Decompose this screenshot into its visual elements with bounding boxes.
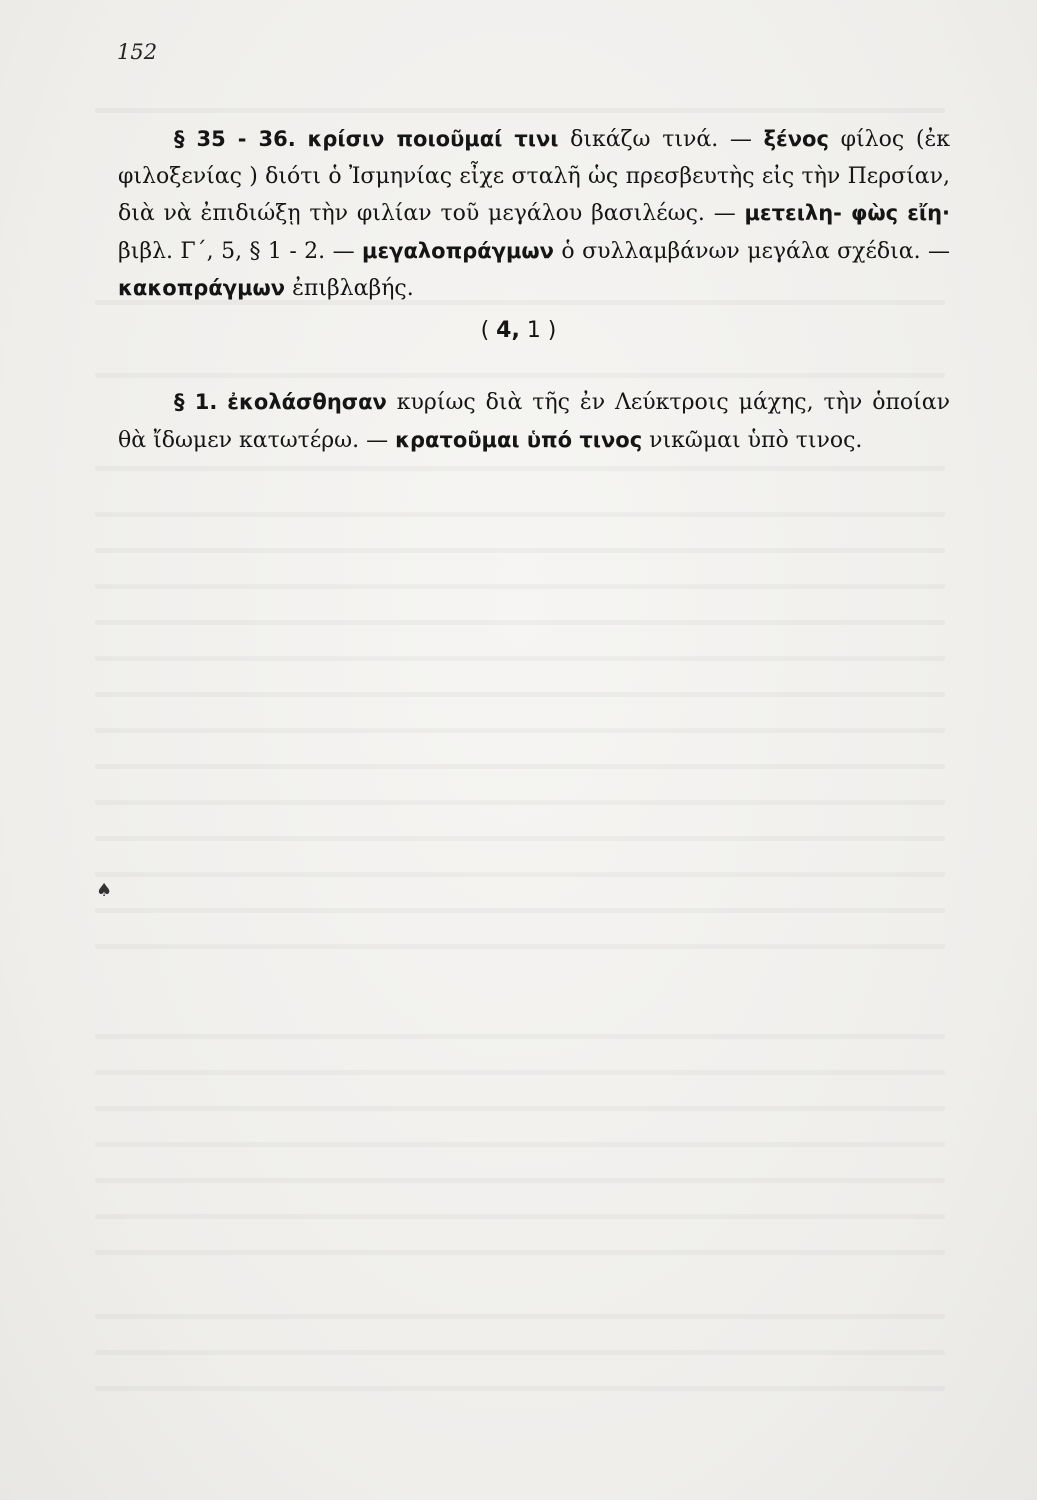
lemma: ἐκολάσθησαν — [227, 390, 387, 414]
bleed-through-line — [95, 584, 945, 589]
section-number: § 35 - 36. — [174, 127, 296, 151]
bleed-through-line — [95, 800, 945, 805]
bleed-through-line — [95, 108, 945, 113]
bleed-through-line — [95, 1070, 945, 1075]
bleed-through-line — [95, 836, 945, 841]
commentary-paragraph-1 — [118, 384, 950, 459]
bleed-through-line — [95, 373, 945, 378]
ink-mark: ♠ — [96, 880, 113, 901]
gloss-text: κυρίως διὰ τῆς ἐν Λεύκτροις μάχης, τὴν ὁποίαν θὰ ἴδωμεν κατωτέρω. — — [118, 390, 951, 453]
bleed-through-line — [95, 908, 945, 913]
gloss-text: νικῶμαι ὑπὸ τινος. — [642, 427, 863, 453]
bleed-through-line — [95, 512, 945, 517]
bleed-through-line — [95, 656, 945, 661]
bleed-through-line — [95, 728, 945, 733]
bleed-through-line — [95, 548, 945, 553]
bleed-through-line — [95, 1386, 945, 1391]
bleed-through-line — [95, 872, 945, 877]
lemma: κρίσιν ποιοῦμαί τινι — [307, 127, 559, 151]
bleed-through-line — [95, 1250, 945, 1255]
chapter-heading — [0, 318, 1037, 343]
bleed-through-line — [95, 466, 945, 471]
bleed-through-line — [95, 620, 945, 625]
lemma: κακοπράγμων — [118, 276, 286, 300]
bleed-through-line — [95, 1178, 945, 1183]
bleed-through-line — [95, 1034, 945, 1039]
page-number: 152 — [117, 40, 158, 64]
bleed-through-line — [95, 1350, 945, 1355]
lemma: κρατοῦμαι ὑπό τινος — [395, 427, 643, 452]
lemma: μεγαλοπράγμων — [362, 238, 554, 263]
lemma: μετειλη- φὼς εἴη· — [744, 201, 950, 225]
section-number: § 1. — [174, 390, 218, 414]
gloss-text: βιβλ. Γ΄, 5, § 1 - 2. — — [118, 238, 363, 264]
bleed-through-line — [95, 1106, 945, 1111]
commentary-paragraph-35-36 — [118, 121, 950, 308]
bleed-through-line — [95, 692, 945, 697]
bleed-through-line — [95, 1142, 945, 1147]
bleed-through-line — [95, 764, 945, 769]
gloss-text: ἐπιβλαβής. — [285, 276, 414, 301]
bleed-through-line — [95, 1314, 945, 1319]
gloss-text: φίλος (ἐκ φιλοξενίας ) διότι ὁ Ἰσμηνίας εἶχε σταλῆ ὡς πρεσβευτὴς εἰς τὴν Περσίαν, διὰ νὰ ἐπιδιώξῃ τὴν φιλίαν τοῦ μεγάλου βασιλέως. — — [118, 127, 951, 226]
heading-open: ( — [480, 318, 497, 343]
heading-book-number: 4, — [496, 318, 520, 343]
gloss-text: δικάζω τινά. — — [558, 127, 764, 152]
heading-rest: 1 ) — [519, 318, 557, 343]
lemma: ξένος — [763, 127, 829, 151]
bleed-through-line — [95, 944, 945, 949]
bleed-through-line — [95, 1214, 945, 1219]
gloss-text: ὁ συλλαμβάνων μεγάλα σχέδια. — — [554, 238, 950, 264]
